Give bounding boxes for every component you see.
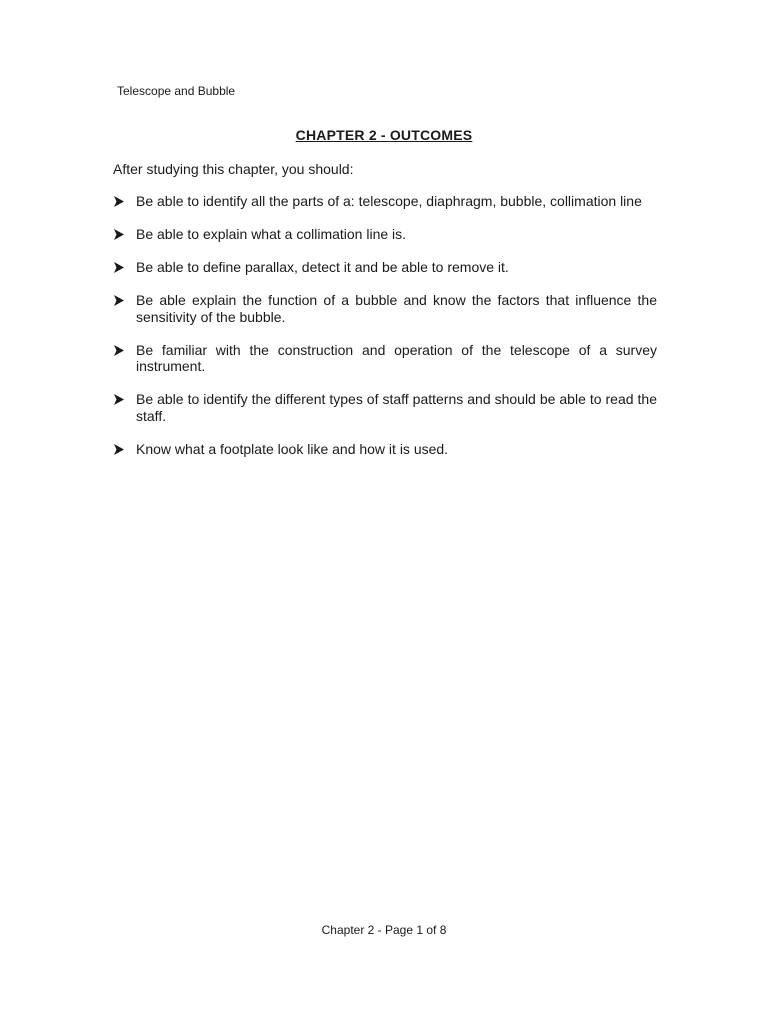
outcome-item	[113, 391, 657, 424]
outcome-item	[113, 441, 657, 458]
arrowhead-bullet-icon	[114, 196, 124, 207]
outcome-text: Be able to identify all the parts of a: telescope, diaphragm, bubble, collimation line	[136, 193, 642, 209]
chapter-title: CHAPTER 2 - OUTCOMES	[295, 127, 473, 143]
outcome-item	[113, 342, 657, 375]
arrowhead-bullet-icon	[114, 262, 124, 273]
chapter-intro: After studying this chapter, you should:	[113, 161, 354, 177]
outcome-item	[113, 292, 657, 325]
outcome-text: Be able to define parallax, detect it and be able to remove it.	[136, 259, 509, 275]
page-footer: Chapter 2 - Page 1 of 8	[321, 923, 447, 937]
running-header: Telescope and Bubble	[117, 84, 236, 98]
outcome-item	[113, 193, 657, 210]
outcome-text: Know what a footplate look like and how it is used.	[136, 440, 449, 457]
outcomes-list	[113, 193, 657, 474]
arrowhead-bullet-icon	[114, 444, 124, 455]
outcome-item	[113, 226, 657, 243]
outcome-text: Be able to identify the different types of staff patterns and should be able to read the staff.	[136, 391, 657, 424]
outcome-text: Be able explain the function of a bubble and know the factors that influence the sensitivity of the bubble.	[136, 292, 657, 325]
arrowhead-bullet-icon	[114, 229, 124, 240]
arrowhead-bullet-icon	[114, 394, 124, 405]
outcome-item	[113, 259, 657, 276]
outcome-text: Be able to explain what a collimation line is.	[136, 226, 407, 242]
arrowhead-bullet-icon	[114, 345, 124, 356]
outcome-text: Be familiar with the construction and operation of the telescope of a survey instrument.	[136, 341, 657, 374]
arrowhead-bullet-icon	[114, 295, 124, 306]
